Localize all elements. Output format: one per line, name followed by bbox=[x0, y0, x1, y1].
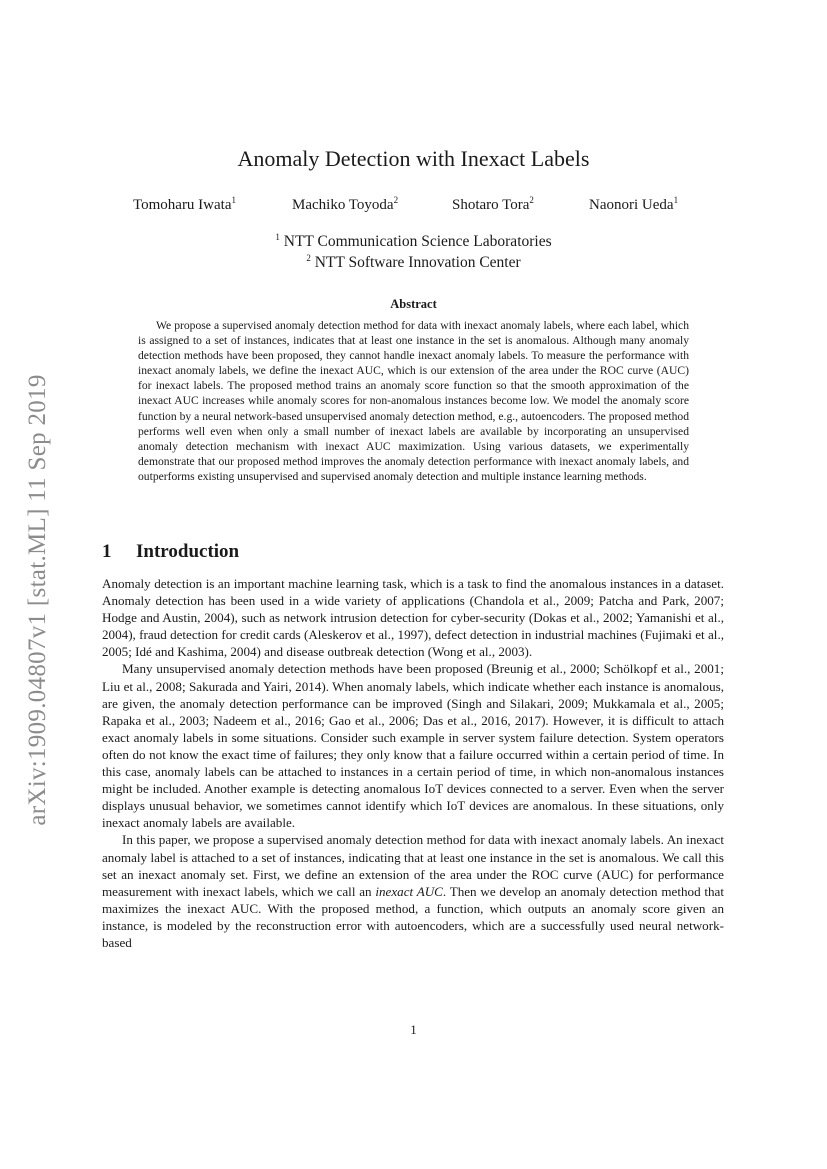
author-name: Tomoharu Iwata bbox=[133, 197, 232, 213]
affiliation-mark: 1 bbox=[275, 232, 280, 242]
abstract-heading: Abstract bbox=[390, 297, 437, 311]
author bbox=[452, 195, 534, 214]
author-name: Shotaro Tora bbox=[452, 197, 530, 213]
author-affil-mark: 1 bbox=[231, 195, 236, 205]
affiliations bbox=[0, 229, 827, 271]
author bbox=[133, 195, 236, 214]
section-number: 1 bbox=[102, 541, 112, 562]
paragraph bbox=[102, 831, 724, 951]
affiliation-name: NTT Communication Science Laboratories bbox=[283, 233, 552, 251]
section-body bbox=[102, 575, 724, 951]
section-heading bbox=[102, 541, 239, 563]
abstract-text: We propose a supervised anomaly detection method for data with inexact anomaly labels, where each label, which is assigned to a set of instances, indicates that at least one instance in the set is anomalous. Although many anomaly detection methods have been proposed, they cannot handle inexact anomaly labels. To measure the performance with inexact anomaly labels, we define the inexact AUC, which is our extension of the area under the ROC curve (AUC) for inexact labels. The proposed method trains an anomaly score function so that the smooth approximation of the inexact AUC increases while anomaly scores for non-anomalous instances become low. We model the anomaly score function by a neural network-based unsupervised anomaly detection method, e.g., autoencoders. The proposed method performs well even when only a small number of inexact labels are available by incorporating an unsupervised anomaly detection mechanism with inexact AUC maximization. Using various datasets, we experimentally demonstrate that our proposed method improves the anomaly detection performance with inexact anomaly labels, and outperforms existing unsupervised and supervised anomaly detection and multiple instance learning methods. bbox=[138, 319, 689, 483]
emphasis-term: inexact AUC bbox=[375, 883, 443, 899]
author-name: Machiko Toyoda bbox=[292, 197, 394, 213]
author bbox=[292, 195, 398, 214]
paragraph-text: In this paper, we propose a supervised anomaly detection method for data with inexact anomaly labels. An inexact anomaly label is attached to a set of instances, indicating that at least one instance in the set is anomalous. We call this set an inexact anomaly set. First, we define an extension of the area under the ROC curve (AUC) for performance measurement with inexact labels, which we call an bbox=[102, 832, 724, 899]
paragraph: Many unsupervised anomaly detection methods have been proposed (Breunig et al., 2000; Schölkopf et al., 2001; Liu et al., 2008; Sakurada and Yairi, 2014). When anomaly labels, which indicate whether each instance is anomalous, are given, the anomaly detection performance can be improved (Singh and Silakari, 2009; Mukkamala et al., 2005; Rapaka et al., 2003; Nadeem et al., 2016; Gao et al., 2006; Das et al., 2016, 2017). However, it is difficult to attach exact anomaly labels in some situations. Consider such example in server system failure detection. System operators often do not know the exact time of failures; they only know that a failure occurred within a certain period of time. In this case, anomaly labels can be attached to instances in a certain period of time, in which non-anomalous instances might be included. Another example is detecting anomalous IoT devices connected to a server. Even when the server displays unusual behavior, we sometimes cannot identify which IoT devices are anomalous. In these situations, only inexact anomaly labels are available. bbox=[102, 661, 724, 831]
affiliation bbox=[0, 229, 827, 250]
page-number: 1 bbox=[410, 1022, 417, 1037]
paragraph: Anomaly detection is an important machine learning task, which is a task to find the anomalous instances in a dataset. Anomaly detection has been used in a wide variety of applications (Chandola et al., 2009; Patcha and Park, 2007; Hodge and Austin, 2004), such as network intrusion detection for cyber-security (Dokas et al., 2002; Yamanishi et al., 2004), fraud detection for credit cards (Aleskerov et al., 1997), defect detection in industrial machines (Fujimaki et al., 2005; Idé and Kashima, 2004) and disease outbreak detection (Wong et al., 2003). bbox=[102, 576, 724, 660]
affiliation-mark: 2 bbox=[306, 253, 311, 264]
paper-title: Anomaly Detection with Inexact Labels bbox=[237, 146, 590, 171]
paragraph-text: . Then we develop an anomaly detection method that maximizes the inexact AUC. With the proposed method, a function, which outputs an anomaly score given an instance, is modeled by the reconstruction error with autoencoders, which are a successfully used neural network-based bbox=[102, 883, 725, 950]
affiliation-name: NTT Software Innovation Center bbox=[314, 254, 521, 272]
author bbox=[589, 195, 678, 214]
affiliation bbox=[0, 250, 827, 271]
author-affil-mark: 2 bbox=[529, 195, 534, 205]
author-affil-mark: 1 bbox=[673, 195, 679, 205]
author-name: Naonori Ueda bbox=[589, 197, 674, 213]
section-title: Introduction bbox=[136, 541, 240, 562]
arxiv-id: arXiv:1909.04807v1 [stat.ML] 11 Sep 2019 bbox=[24, 374, 51, 826]
author-affil-mark: 2 bbox=[393, 195, 399, 205]
